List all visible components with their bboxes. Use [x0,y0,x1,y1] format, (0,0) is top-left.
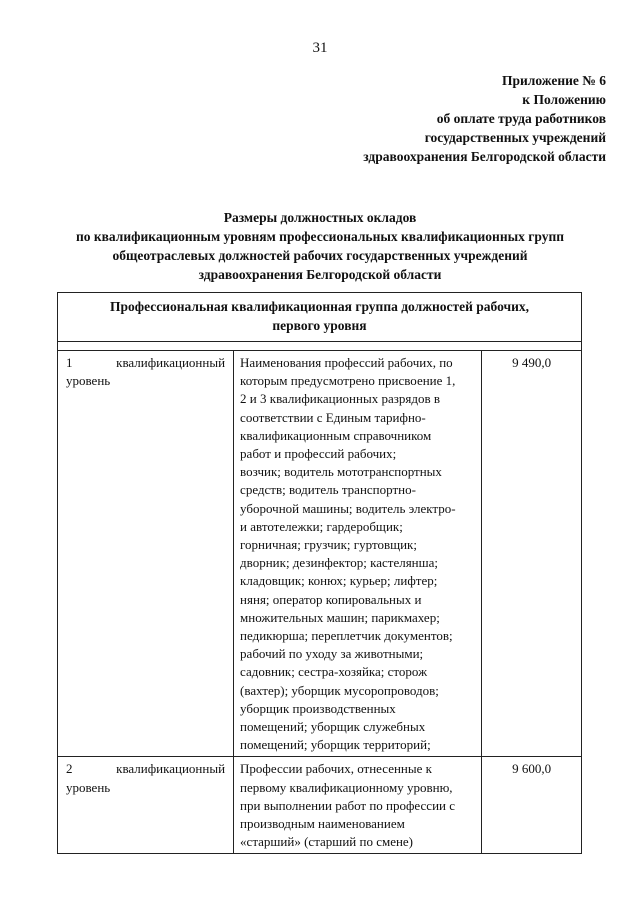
description-line: производным наименованием [240,816,405,832]
title-line: общеотраслевых должностей рабочих государственных учреждений [112,248,528,263]
profession-description-cell [234,351,482,757]
qualification-level-cell [58,757,234,854]
description-line: множительных машин; парикмахер; [240,609,440,625]
salary-amount: 9 600,0 [482,757,582,854]
level-word: квалификационный [116,761,226,777]
description-line: которым предусмотрено присвоение 1, [240,373,456,389]
appendix-line: к Положению [522,92,606,107]
description-line: уборочной машины; водитель электро- [240,500,456,516]
appendix-line: Приложение № 6 [502,73,606,88]
group-header-row [58,293,582,342]
level-number: 2 [66,761,73,777]
description-line: Наименования профессий рабочих, по [240,355,453,370]
appendix-reference [306,71,606,166]
description-line: горничная; грузчик; гуртовщик; [240,537,417,553]
spacer-row [58,342,582,351]
description-line: помещений; уборщик служебных [240,719,426,735]
description-line: Профессии рабочих, отнесенные к [240,761,432,777]
group-header-cell [58,293,582,342]
group-header-line: Профессиональная квалификационная группа должностей рабочих, [109,299,530,314]
salary-table [57,292,582,854]
description-line: 2 и 3 квалификационных разрядов в [240,391,440,407]
table-row [58,351,582,757]
description-line: садовник; сестра-хозяйка; сторож [240,664,428,680]
group-header-line: первого уровня [272,318,367,333]
qualification-level-cell [58,351,234,757]
page-number: 31 [312,40,328,56]
description-line: работ и профессий рабочих; [240,446,397,462]
spacer-cell [58,342,582,351]
appendix-line: об оплате труда работников [436,111,606,126]
level-word-2: уровень [66,373,111,389]
table-row [58,757,582,854]
description-line: первому квалификационному уровню, [240,779,453,795]
description-line: при выполнении работ по профессии с [240,797,456,813]
profession-description-cell [234,757,482,854]
description-line: возчик; водитель мототранспортных [240,464,442,480]
title-line: Размеры должностных окладов [223,210,417,225]
description-line: средств; водитель транспортно- [240,482,416,498]
description-line: «старший» (старший по смене) [240,834,414,850]
description-line: (вахтер); уборщик мусоропроводов; [240,682,439,698]
title-line: по квалификационным уровням профессиональных квалификационных групп [75,229,565,244]
description-line: дворник; дезинфектор; кастелянша; [240,555,439,571]
salary-amount: 9 490,0 [482,351,582,757]
level-word-2: уровень [66,779,111,795]
document-title [0,208,640,284]
description-line: кладовщик; конюх; курьер; лифтер; [240,573,438,589]
description-line: соответствии с Единым тарифно- [240,409,426,425]
description-line: помещений; уборщик территорий; [240,737,431,753]
description-line: няня; оператор копировальных и [240,591,422,607]
description-line: педикюрша; переплетчик документов; [240,628,453,644]
appendix-line: здравоохранения Белгородской области [363,149,606,164]
description-line: уборщик производственных [240,700,396,716]
description-line: рабочий по уходу за животными; [240,646,424,662]
level-number: 1 [66,355,73,370]
level-word: квалификационный [116,355,226,370]
appendix-line: государственных учреждений [424,130,606,145]
description-line: и автотележки; гардеробщик; [240,518,403,534]
title-line: здравоохранения Белгородской области [198,267,442,282]
description-line: квалификационным справочником [240,427,432,443]
